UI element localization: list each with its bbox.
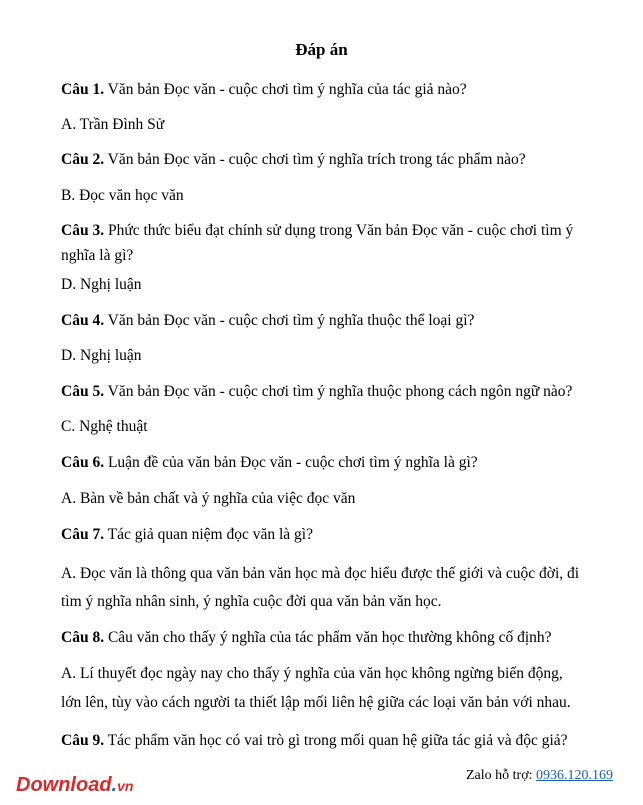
question-4 — [61, 311, 591, 331]
answer-8: A. Lí thuyết đọc ngày nay cho thấy ý nghĩa của văn học không ngừng biến động, — [61, 665, 563, 682]
question-text: Tác giả quan niệm đọc văn là gì? — [104, 526, 313, 543]
answer-3: D. Nghị luận — [61, 276, 142, 293]
answer-2: B. Đọc văn học văn — [61, 187, 184, 204]
answer-8-cont: lớn lên, tùy vào cách người ta thiết lập mối liên hệ giữa các loại văn bản với nhau. — [61, 694, 571, 711]
download-logo[interactable] — [16, 774, 133, 797]
logo-domain: vn — [117, 778, 134, 794]
question-label: Câu 6. — [61, 454, 105, 471]
question-label: Câu 1. — [61, 81, 105, 98]
hotline-link[interactable]: 0936.120.169 — [536, 768, 613, 783]
question-8 — [61, 628, 591, 648]
question-text: Tác phẩm văn học có vai trò gì trong mối quan hệ giữa tác giả và độc giả? — [104, 732, 568, 749]
question-2 — [61, 150, 591, 170]
answer-1: A. Trần Đình Sử — [61, 116, 165, 133]
question-text: Văn bản Đọc văn - cuộc chơi tìm ý nghĩa của tác giả nào? — [104, 81, 467, 98]
question-label: Câu 5. — [61, 383, 105, 400]
question-text: Văn bản Đọc văn - cuộc chơi tìm ý nghĩa trích trong tác phẩm nào? — [104, 151, 526, 168]
answer-7-cont: tìm ý nghĩa nhân sinh, ý nghĩa cuộc đời qua văn bản văn học. — [61, 593, 442, 610]
question-5 — [61, 382, 591, 402]
question-9 — [61, 731, 591, 751]
question-label: Câu 2. — [61, 151, 105, 168]
question-6 — [61, 453, 591, 473]
hotline-label: Zalo hỗ trợ: — [466, 768, 536, 783]
question-1 — [61, 80, 591, 100]
question-label: Câu 8. — [61, 629, 105, 646]
support-hotline — [466, 767, 613, 785]
question-text: Văn bản Đọc văn - cuộc chơi tìm ý nghĩa thuộc phong cách ngôn ngữ nào? — [104, 383, 573, 400]
question-text: Câu văn cho thấy ý nghĩa của tác phẩm văn học thường không cố định? — [104, 629, 552, 646]
question-label: Câu 4. — [61, 312, 105, 329]
question-label: Câu 9. — [61, 732, 105, 749]
answer-5: C. Nghệ thuật — [61, 418, 148, 435]
logo-dot: . — [111, 774, 118, 796]
page-title: Đáp án — [295, 40, 348, 59]
question-text: Văn bản Đọc văn - cuộc chơi tìm ý nghĩa thuộc thể loại gì? — [104, 312, 475, 329]
question-7 — [61, 525, 591, 545]
answer-6: A. Bàn về bản chất và ý nghĩa của việc đọc văn — [61, 490, 356, 507]
question-label: Câu 3. — [61, 222, 105, 239]
question-label: Câu 7. — [61, 526, 105, 543]
question-text: Luận đề của văn bản Đọc văn - cuộc chơi tìm ý nghĩa là gì? — [104, 454, 478, 471]
question-text: Phức thức biểu đạt chính sử dụng trong Văn bản Đọc văn - cuộc chơi tìm ý — [104, 222, 574, 239]
question-3 — [61, 221, 591, 241]
question-3-cont: nghĩa là gì? — [61, 247, 134, 264]
answer-7: A. Đọc văn là thông qua văn bản văn học mà đọc hiểu được thế giới và cuộc đời, đi — [61, 565, 580, 582]
logo-text: Download — [16, 774, 112, 796]
answer-4: D. Nghị luận — [61, 347, 142, 364]
